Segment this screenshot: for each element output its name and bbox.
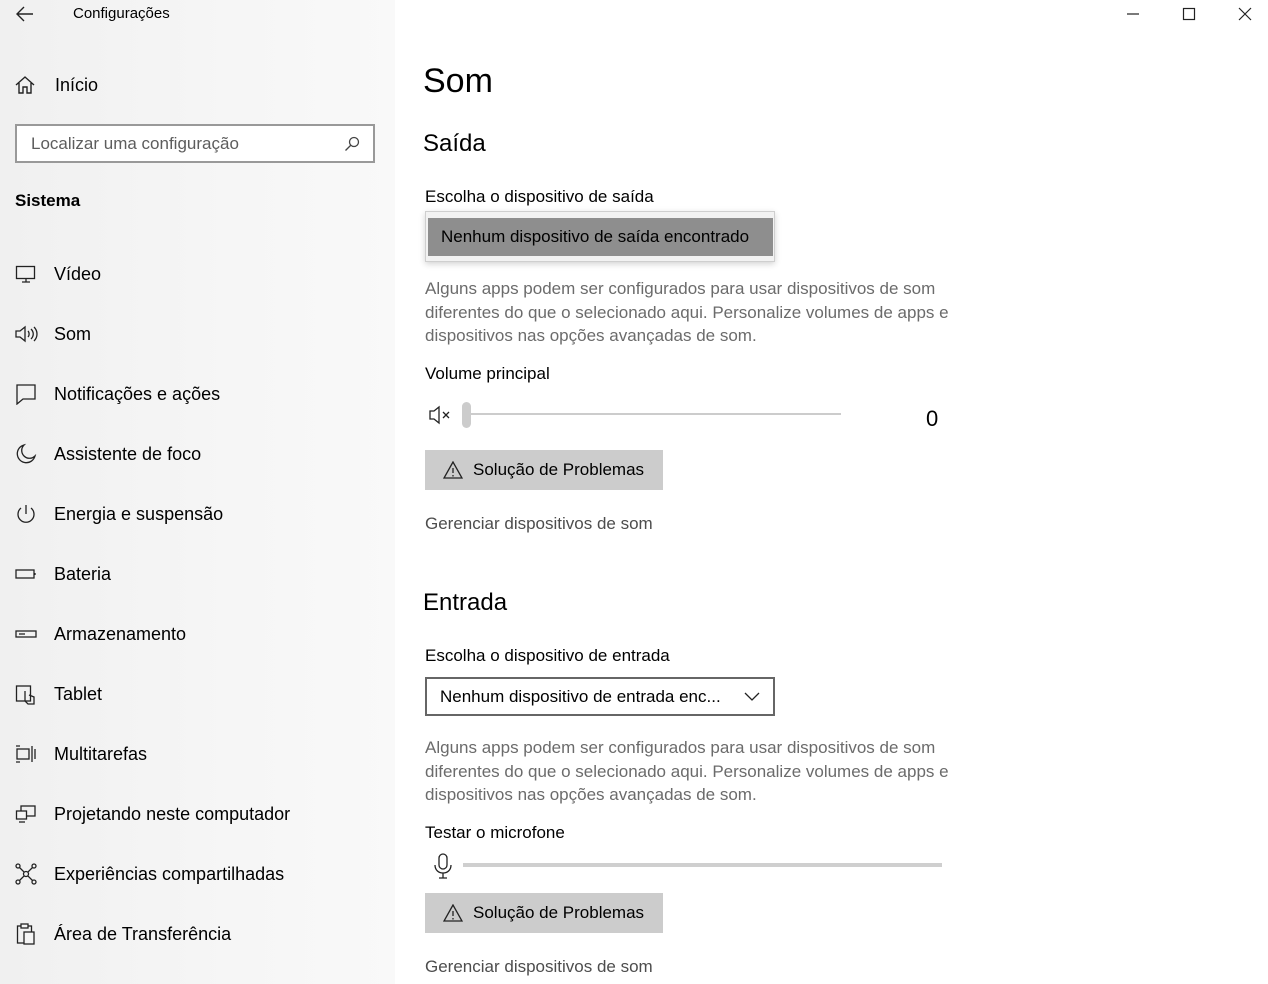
sidebar-item-power[interactable] — [14, 499, 223, 529]
sidebar-item-label: Projetando neste computador — [54, 803, 291, 824]
sidebar-item-notifications[interactable] — [14, 379, 220, 409]
sidebar-item-clipboard[interactable] — [14, 919, 231, 949]
speaker-mute-icon[interactable] — [428, 403, 454, 427]
sidebar-item-sound[interactable] — [14, 319, 91, 349]
chevron-down-icon — [741, 686, 763, 708]
sidebar-item-label: Notificações e ações — [54, 383, 221, 404]
input-heading: Entrada — [423, 589, 508, 616]
input-device-value: Nenhum dispositivo de entrada enc... — [440, 686, 721, 706]
warning-icon — [443, 903, 463, 923]
home-icon — [14, 74, 36, 96]
close-button[interactable] — [1222, 0, 1268, 28]
output-device-option[interactable]: Nenhum dispositivo de saída encontrado — [428, 218, 773, 256]
search-icon[interactable] — [341, 133, 363, 155]
sidebar-item-label: Área de Transferência — [54, 923, 232, 944]
clipboard-icon — [14, 922, 38, 946]
mic-test-row — [432, 850, 952, 882]
sidebar-item-battery[interactable] — [14, 559, 111, 589]
button-label: Solução de Problemas — [473, 903, 645, 922]
output-manage-devices-link[interactable]: Gerenciar dispositivos de som — [425, 514, 653, 533]
sidebar-item-shared-experiences[interactable] — [14, 859, 284, 889]
sidebar-item-label: Som — [54, 323, 92, 344]
warning-icon — [443, 460, 463, 480]
moon-icon — [14, 442, 38, 466]
back-button[interactable] — [12, 2, 38, 26]
sidebar-section-label: Sistema — [15, 191, 81, 210]
sidebar-item-label: Tablet — [54, 683, 103, 704]
volume-label: Volume principal — [425, 364, 550, 383]
input-manage-devices-link[interactable]: Gerenciar dispositivos de som — [425, 957, 653, 976]
multitask-icon — [14, 742, 38, 766]
input-device-dropdown[interactable] — [425, 677, 775, 716]
sidebar-item-projecting[interactable] — [14, 799, 290, 829]
master-volume-row — [428, 400, 948, 430]
minimize-button[interactable] — [1110, 0, 1156, 28]
volume-slider-track[interactable] — [468, 413, 841, 415]
sidebar-item-label: Vídeo — [54, 263, 102, 284]
sidebar-item-label: Experiências compartilhadas — [54, 863, 285, 884]
sidebar-item-home[interactable] — [14, 72, 98, 98]
battery-icon — [14, 562, 38, 586]
share-icon — [14, 862, 38, 886]
sidebar-item-tablet[interactable] — [14, 679, 102, 709]
sidebar-item-multitasking[interactable] — [14, 739, 147, 769]
sidebar-item-label: Multitarefas — [54, 743, 148, 764]
page-title: Som — [423, 62, 493, 100]
sidebar-item-video[interactable] — [14, 259, 101, 289]
search-input[interactable] — [15, 124, 375, 163]
search-placeholder: Localizar uma configuração — [31, 133, 239, 153]
speaker-icon — [14, 322, 38, 346]
app-title: Configurações — [73, 5, 170, 22]
output-device-label: Escolha o dispositivo de saída — [425, 187, 654, 206]
sidebar-item-label: Armazenamento — [54, 623, 187, 644]
power-icon — [14, 502, 38, 526]
sidebar-item-focus-assist[interactable] — [14, 439, 201, 469]
button-label: Solução de Problemas — [473, 460, 645, 479]
mic-level-bar — [463, 863, 942, 867]
sidebar — [0, 0, 395, 984]
output-troubleshoot-button[interactable] — [425, 450, 663, 490]
output-device-dropdown[interactable] — [425, 211, 775, 262]
minimize-icon — [1126, 7, 1140, 21]
mic-test-label: Testar o microfone — [425, 823, 565, 842]
volume-slider-thumb[interactable] — [462, 402, 471, 428]
input-troubleshoot-button[interactable] — [425, 893, 663, 933]
sidebar-item-label: Bateria — [54, 563, 112, 584]
sidebar-item-storage[interactable] — [14, 619, 186, 649]
project-icon — [14, 802, 38, 826]
microphone-icon — [432, 852, 454, 880]
maximize-icon — [1182, 7, 1196, 21]
storage-icon — [14, 622, 38, 646]
output-heading: Saída — [423, 130, 486, 157]
close-icon — [1238, 7, 1252, 21]
sidebar-item-label: Início — [55, 74, 99, 95]
input-device-label: Escolha o dispositivo de entrada — [425, 646, 670, 665]
tablet-icon — [14, 682, 38, 706]
monitor-icon — [14, 262, 38, 286]
sidebar-item-label: Energia e suspensão — [54, 503, 224, 524]
back-arrow-icon — [16, 6, 34, 22]
notification-icon — [14, 382, 38, 406]
maximize-button[interactable] — [1166, 0, 1212, 28]
output-description: Alguns apps podem ser configurados para usar dispositivos de som diferentes do que o selecionado aqui. Personalize volumes de apps e dispositivos nas opções avançadas de som. — [425, 279, 949, 345]
sidebar-item-label: Assistente de foco — [54, 443, 202, 464]
input-description: Alguns apps podem ser configurados para usar dispositivos de som diferentes do que o selecionado aqui. Personalize volumes de apps e dispositivos nas opções avançadas de som. — [425, 738, 949, 804]
volume-value: 0 — [926, 406, 939, 431]
